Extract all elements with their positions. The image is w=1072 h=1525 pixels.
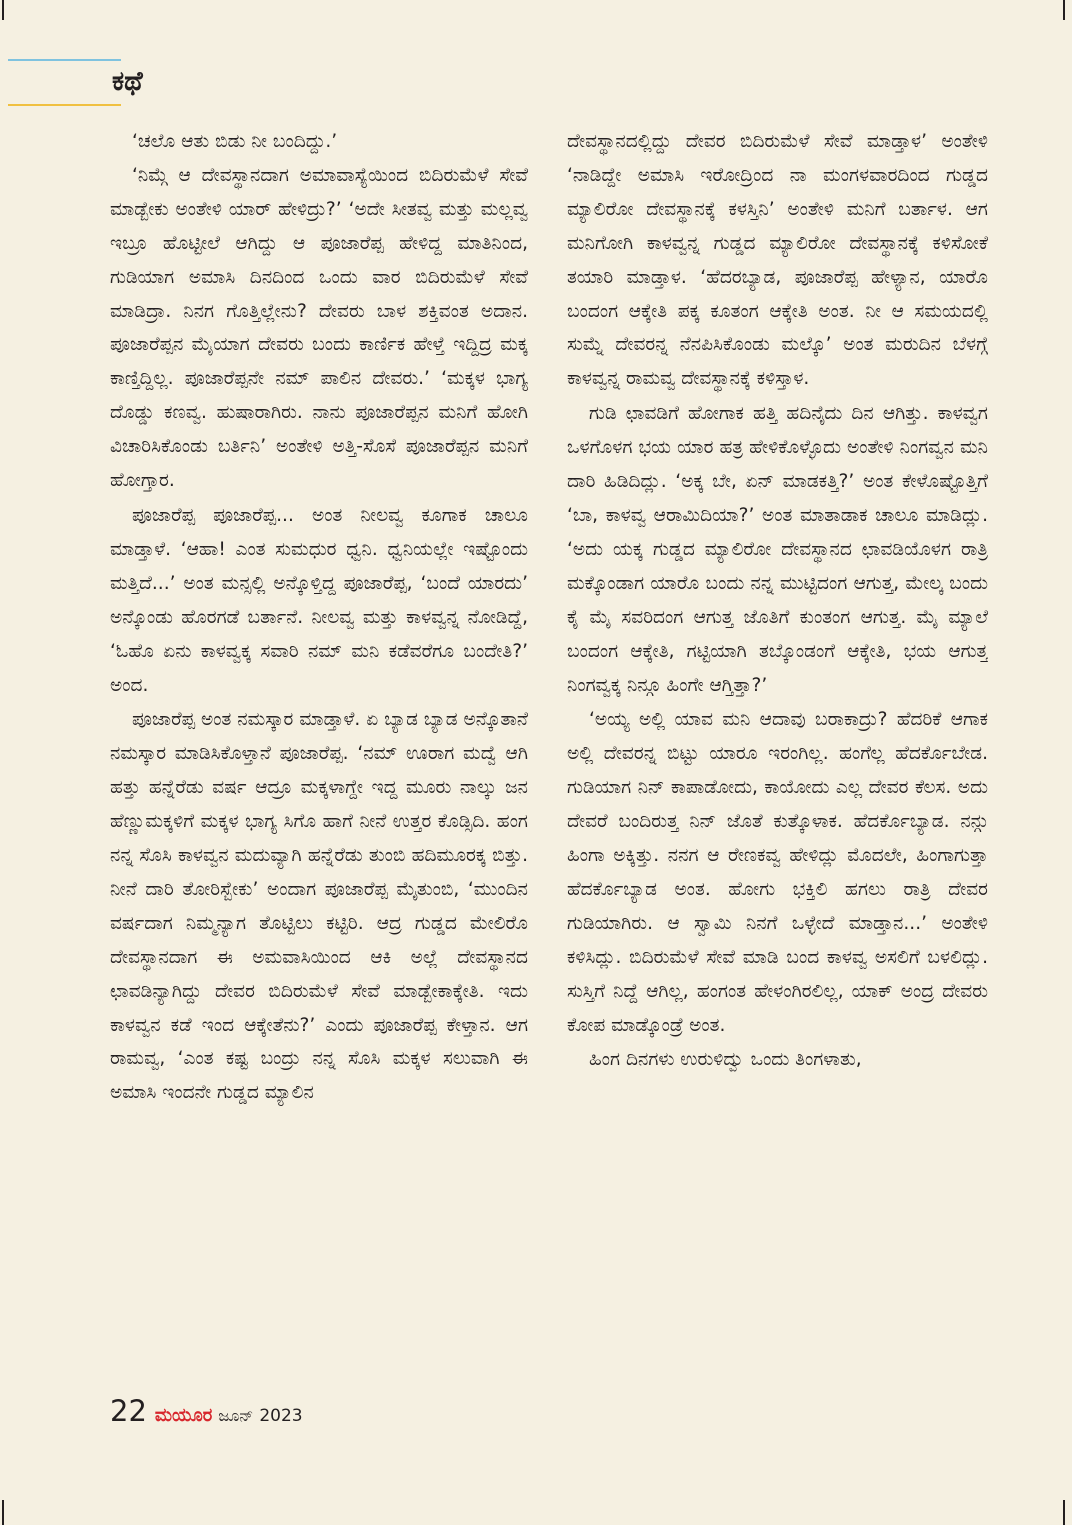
- crop-mark: [2, 0, 4, 20]
- issue-year: 2023: [259, 1406, 303, 1426]
- section-title: ಕಥೆ: [112, 66, 143, 97]
- header-bottom-rule: [8, 104, 121, 106]
- crop-mark: [1063, 0, 1065, 20]
- page-footer: [110, 1393, 303, 1429]
- paragraph: ಪೂಜಾರೆಪ್ಪ ಪೂಜಾರೆಪ್ಪ... ಅಂತ ನೀಲವ್ವ ಕೂಗಾಕ ಚಾಲೂ ಮಾಡ್ತಾಳೆ. ‘ಆಹಾ! ಎಂತ ಸುಮಧುರ ಧ್ವನಿ. ಧ್ವನಿಯಲ್ಲೇ ಇಷ್ಟೊಂದು ಮತ್ತಿದೆ...’ ಅಂತ ಮನ್ಸಲ್ಲಿ ಅನ್ಕೊಳ್ತಿದ್ದ ಪೂಜಾರೆಪ್ಪ, ‘ಬಂದೆ ಯಾರದು’ ಅನ್ಕೊಂಡು ಹೊರಗಡೆ ಬರ್ತಾನೆ. ನೀಲವ್ವ ಮತ್ತು ಕಾಳವ್ವನ್ನ ನೋಡಿದ್ದೆ, ‘ಓಹೊ ಏನು ಕಾಳವ್ವಕ್ಕ ಸವಾರಿ ನಮ್ ಮನಿ ಕಡೆವರೆಗೂ ಬಂದೇತಿ?’ ಅಂದ.: [110, 504, 528, 696]
- paragraph: ಹಿಂಗ ದಿನಗಳು ಉರುಳಿದ್ವು ಒಂದು ತಿಂಗಳಾತು,: [589, 1049, 862, 1071]
- magazine-name: ಮಯೂರ: [154, 1405, 213, 1426]
- crop-mark: [1063, 1500, 1065, 1525]
- paragraph: ‘ಅಯ್ಯ ಅಲ್ಲಿ ಯಾವ ಮನಿ ಆದಾವು ಬರಾಕಾದ್ರು? ಹೆದರಿಕೆ ಆಗಾಕ ಅಲ್ಲಿ ದೇವರನ್ನ ಬಿಟ್ಟು ಯಾರೂ ಇರಂಗಿಲ್ಲ. ಹಂಗೆಲ್ಲ ಹೆದರ್ಕೊಬೇಡ. ಗುಡಿಯಾಗ ನಿನ್ ಕಾಪಾಡೋದು, ಕಾಯೋದು ಎಲ್ಲ ದೇವರ ಕೆಲಸ. ಅದು ದೇವರೆ ಬಂದಿರುತ್ತ ನಿನ್ ಜೊತೆ ಕುತ್ಕೊಳಾಕ. ಹೆದರ್ಕೊಬ್ಯಾಡ. ನನ್ಗು ಹಿಂಗಾ ಅಕ್ಕಿತ್ತು. ನನಗ ಆ ರೇಣಕವ್ವ ಹೇಳಿದ್ಲು ಮೊದಲೇ, ಹಿಂಗಾಗುತ್ತಾ ಹೆದರ್ಕೊಬ್ಯಾಡ ಅಂತ. ಹೋಗು ಭಕ್ತಿಲಿ ಹಗಲು ರಾತ್ರಿ ದೇವರ ಗುಡಿಯಾಗಿರು. ಆ ಸ್ವಾಮಿ ನಿನಗೆ ಒಳ್ಳೇದೆ ಮಾಡ್ತಾನ...’ ಅಂತೇಳಿ ಕಳಿಸಿದ್ಲು. ಬಿದಿರುಮೆಳೆ ಸೇವೆ ಮಾಡಿ ಬಂದ ಕಾಳವ್ವ ಅಸಲಿಗೆ ಬಳಲಿದ್ಲು. ಸುಸ್ತಿಗೆ ನಿದ್ದೆ ಆಗಿಲ್ಲ, ಹಂಗಂತ ಹೇಳಂಗಿರಲಿಲ್ಲ, ಯಾಕ್ ಅಂದ್ರ ದೇವರು ಕೋಪ ಮಾಡ್ಕೊಂಡ್ರೆ ಅಂತ.: [567, 709, 988, 1036]
- paragraph: ಗುಡಿ ಛಾವಡಿಗೆ ಹೋಗಾಕ ಹತ್ತಿ ಹದಿನೈದು ದಿನ ಆಗಿತ್ತು. ಕಾಳವ್ವಗ ಒಳಗೊಳಗ ಭಯ ಯಾರ ಹತ್ರ ಹೇಳಿಕೊಳ್ಳೊದು ಅಂತೇಳಿ ನಿಂಗವ್ವನ ಮನಿ ದಾರಿ ಹಿಡಿದಿದ್ಲು. ‘ಅಕ್ಕ ಬೇ, ಏನ್ ಮಾಡಕತ್ತಿ?’ ಅಂತ ಕೇಳೊಷ್ಟೊತ್ತಿಗೆ ‘ಬಾ, ಕಾಳವ್ವ ಆರಾಮಿದಿಯಾ?’ ಅಂತ ಮಾತಾಡಾಕ ಚಾಲೂ ಮಾಡಿದ್ಲು. ‘ಅದು ಯಕ್ಕ ಗುಡ್ಡದ ಮ್ಯಾಲಿರೋ ದೇವಸ್ಥಾನದ ಛಾವಡಿಯೊಳಗ ರಾತ್ರಿ ಮಕ್ಕೊಂಡಾಗ ಯಾರೊ ಬಂದು ನನ್ನ ಮುಟ್ಟಿದಂಗ ಆಗುತ್ತ, ಮೇಲ್ಕ ಬಂದು ಕೈ ಮೈ ಸವರಿದಂಗ ಆಗುತ್ತ ಜೊತಿಗೆ ಕುಂತಂಗ ಆಗುತ್ತ. ಮೈ ಮ್ಯಾಲೆ ಬಂದಂಗ ಆಕ್ಕೇತಿ, ಗಟ್ಟಿಯಾಗಿ ತಬ್ಕೊಂಡಂಗೆ ಆಕ್ಕೇತಿ, ಭಯ ಆಗುತ್ತ ನಿಂಗವ್ವಕ್ಕ ನಿನ್ಗೂ ಹಿಂಗೇ ಆಗ್ತಿತ್ತಾ?’: [567, 403, 988, 696]
- issue-month: ಜೂನ್: [218, 1406, 254, 1425]
- article-column-right: [567, 125, 988, 1385]
- paragraph: ದೇವಸ್ಥಾನದಲ್ಲಿದ್ದು ದೇವರ ಬಿದಿರುಮೆಳೆ ಸೇವೆ ಮಾಡ್ತಾಳ’ ಅಂತೇಳಿ ‘ನಾಡಿದ್ದೇ ಅಮಾಸಿ ಇರೋದ್ರಿಂದ ನಾ ಮಂಗಳವಾರದಿಂದ ಗುಡ್ಡದ ಮ್ಯಾಲಿರೋ ದೇವಸ್ಥಾನಕ್ಕೆ ಕಳಸ್ತಿನಿ’ ಅಂತೇಳಿ ಮನಿಗೆ ಬರ್ತಾಳ. ಆಗ ಮನಿಗೋಗಿ ಕಾಳವ್ವನ್ನ ಗುಡ್ಡದ ಮ್ಯಾಲಿರೋ ದೇವಸ್ಥಾನಕ್ಕೆ ಕಳಿಸೋಕೆ ತಯಾರಿ ಮಾಡ್ತಾಳ. ‘ಹೆದರಬ್ಯಾಡ, ಪೂಜಾರೆಪ್ಪ ಹೇಳ್ಯಾನ, ಯಾರೊ ಬಂದಂಗ ಆಕ್ಕೇತಿ ಪಕ್ಕ ಕೂತಂಗ ಆಕ್ಕೇತಿ ಅಂತ. ನೀ ಆ ಸಮಯದಲ್ಲಿ ಸುಮ್ನೆ ದೇವರನ್ನ ನೆನಪಿಸಿಕೊಂಡು ಮಲ್ಕೊ’ ಅಂತ ಮರುದಿನ ಬೆಳಗ್ಗೆ ಕಾಳವ್ವನ್ನ ರಾಮವ್ವ ದೇವಸ್ಥಾನಕ್ಕೆ ಕಳಿಸ್ತಾಳ.: [567, 131, 988, 390]
- paragraph: ‘ಚಲೊ ಆತು ಬಿಡು ನೀ ಬಂದಿದ್ದು.’: [132, 131, 338, 152]
- crop-mark: [2, 1500, 4, 1525]
- article-column-left: [110, 125, 528, 1385]
- paragraph: ‘ನಿಮ್ಗೆ ಆ ದೇವಸ್ಥಾನದಾಗ ಅಮಾವಾಸ್ಯೆಯಿಂದ ಬಿದಿರುಮೆಳೆ ಸೇವೆ ಮಾಡ್ಬೇಕು ಅಂತೇಳಿ ಯಾರ್ ಹೇಳಿದ್ರು?’ ‘ಅದೇ ಸೀತವ್ವ ಮತ್ತು ಮಲ್ಲವ್ವ ಇಬ್ರೂ ಹೊಟ್ಟೀಲೆ ಆಗಿದ್ದು ಆ ಪೂಜಾರೆಪ್ಪ ಹೇಳಿದ್ದ ಮಾತಿನಿಂದ, ಗುಡಿಯಾಗ ಅಮಾಸಿ ದಿನದಿಂದ ಒಂದು ವಾರ ಬಿದಿರುಮೆಳೆ ಸೇವೆ ಮಾಡಿದ್ರಾ. ನಿನಗ ಗೊತ್ತಿಲ್ಲೇನು? ದೇವರು ಬಾಳ ಶಕ್ತಿವಂತ ಅದಾನ. ಪೂಜಾರೆಪ್ಪನ ಮೈಯಾಗ ದೇವರು ಬಂದು ಕಾರ್ಣಿಕ ಹೇಳ್ತೆ ಇದ್ದಿದ್ರ ಮಕ್ಕ ಕಾಣ್ತಿದ್ದಿಲ್ಲ. ಪೂಜಾರೆಪ್ಪನೇ ನಮ್ ಪಾಲಿನ ದೇವರು.’ ‘ಮಕ್ಕಳ ಭಾಗ್ಯ ದೊಡ್ಡು ಕಣವ್ವ. ಹುಷಾರಾಗಿರು. ನಾನು ಪೂಜಾರೆಪ್ಪನ ಮನಿಗೆ ಹೋಗಿ ವಿಚಾರಿಸಿಕೊಂಡು ಬರ್ತಿನಿ’ ಅಂತೇಳಿ ಅತ್ತಿ-ಸೊಸೆ ಪೂಜಾರೆಪ್ಪನ ಮನಿಗೆ ಹೋಗ್ತಾರ.: [110, 164, 528, 492]
- page-number: 22: [110, 1394, 147, 1428]
- header-top-rule: [8, 59, 121, 61]
- paragraph: ಪೂಜಾರೆಪ್ಪ ಅಂತ ನಮಸ್ಕಾರ ಮಾಡ್ತಾಳೆ. ಏ ಬ್ಯಾಡ ಬ್ಯಾಡ ಅನ್ಕೊತಾನೆ ನಮಸ್ಕಾರ ಮಾಡಿಸಿಕೊಳ್ತಾನೆ ಪೂಜಾರೆಪ್ಪ. ‘ನಮ್ ಊರಾಗ ಮದ್ವೆ ಆಗಿ ಹತ್ತು ಹನ್ನೆರೆಡು ವರ್ಷ ಆದ್ರೂ ಮಕ್ಕಳಾಗ್ದೇ ಇದ್ದ ಮೂರು ನಾಲ್ಕು ಜನ ಹೆಣ್ಣುಮಕ್ಕಳಿಗೆ ಮಕ್ಕಳ ಭಾಗ್ಯ ಸಿಗೊ ಹಾಗೆ ನೀನೆ ಉತ್ತರ ಕೊಡ್ಸಿದಿ. ಹಂಗ ನನ್ನ ಸೊಸಿ ಕಾಳವ್ವನ ಮದುವ್ಯಾಗಿ ಹನ್ನೆರೆಡು ತುಂಬಿ ಹದಿಮೂರಕ್ಕ ಬಿತ್ತು. ನೀನೆ ದಾರಿ ತೋರಿಸ್ಬೇಕು’ ಅಂದಾಗ ಪೂಜಾರೆಪ್ಪ ಮೈತುಂಬಿ, ‘ಮುಂದಿನ ವರ್ಷದಾಗ ನಿಮ್ಮನ್ಯಾಗ ತೊಟ್ಟಿಲು ಕಟ್ಟಿರಿ. ಆದ್ರ ಗುಡ್ಡದ ಮೇಲಿರೊ ದೇವಸ್ಥಾನದಾಗ ಈ ಅಮವಾಸಿಯಿಂದ ಆಕಿ ಅಲ್ಲೆ ದೇವಸ್ಥಾನದ ಛಾವಡಿನ್ಯಾಗಿದ್ದು ದೇವರ ಬಿದಿರುಮೆಳೆ ಸೇವೆ ಮಾಡ್ಬೇಕಾಕ್ಕೇತಿ. ಇದು ಕಾಳವ್ವನ ಕಡೆ ಇಂದ ಆಕ್ಕೇತೆನು?’ ಎಂದು ಪೂಜಾರೆಪ್ಪ ಕೇಳ್ತಾನ. ಆಗ ರಾಮವ್ವ, ‘ಎಂತ ಕಷ್ಟ ಬಂದ್ರು ನನ್ನ ಸೊಸಿ ಮಕ್ಕಳ ಸಲುವಾಗಿ ಈ ಅಮಾಸಿ ಇಂದನೇ ಗುಡ್ಡದ ಮ್ಯಾಲಿನ: [110, 709, 528, 1104]
